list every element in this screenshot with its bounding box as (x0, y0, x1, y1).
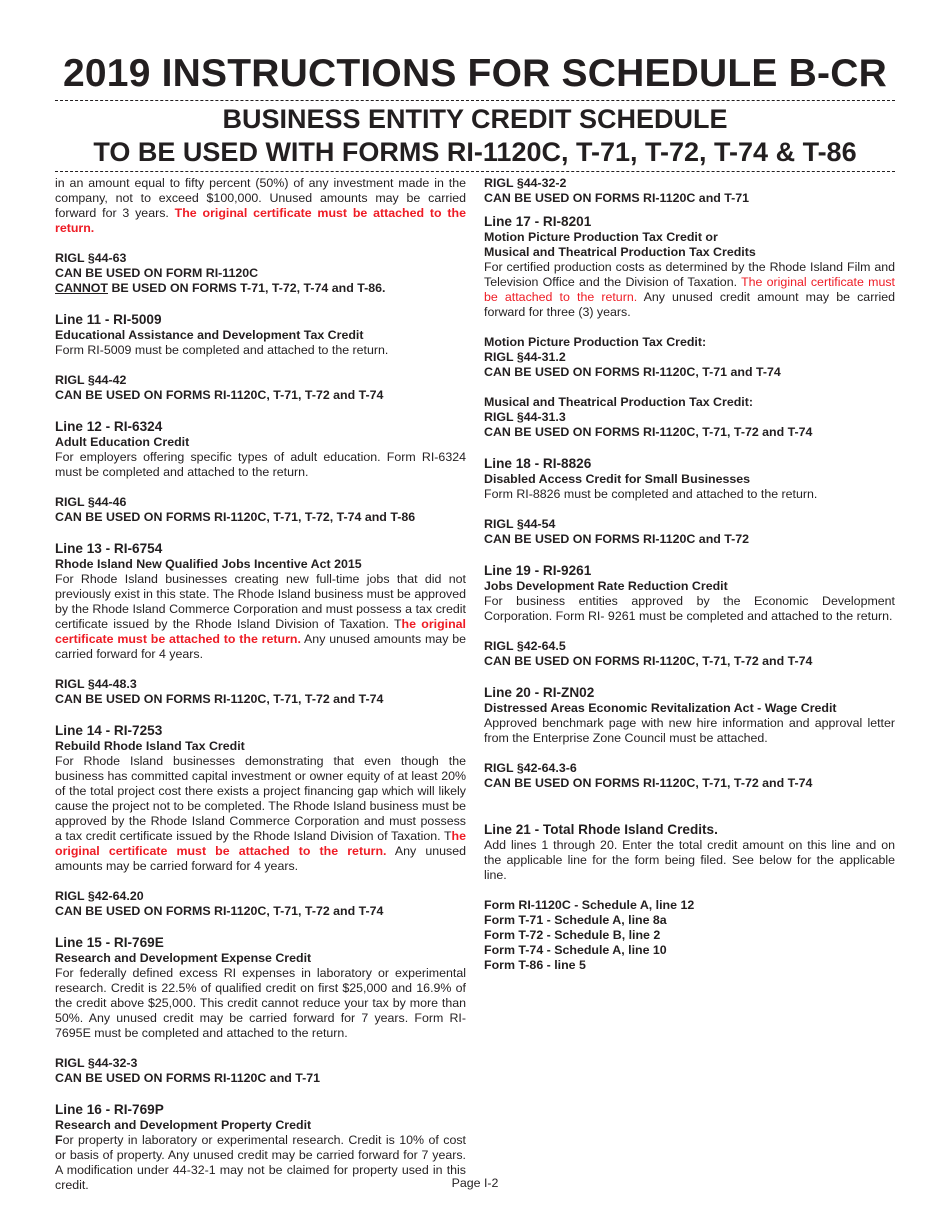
line-19-text: For business entities approved by the Economic Development Corporation. Form RI- 9261 must be completed and attached to the return. (484, 594, 895, 623)
line-12-subheading: Adult Education Credit (55, 435, 190, 449)
line-17-text (484, 260, 895, 320)
line-11-subheading: Educational Assistance and Development Tax Credit (55, 328, 364, 342)
line-14-use: CAN BE USED ON FORMS RI-1120C, T-71, T-72 and T-74 (55, 904, 384, 918)
cannot-word: CANNOT (55, 281, 108, 295)
motion-picture-use: CAN BE USED ON FORMS RI-1120C, T-71 and T-74 (484, 365, 781, 379)
line-11-heading: Line 11 - RI-5009 (55, 312, 162, 327)
line-15-rigl: RIGL §44-32-3 (55, 1056, 138, 1070)
form-line-ri-1120c: Form RI-1120C - Schedule A, line 12 (484, 898, 695, 912)
intro-red-note: The original certificate must be attached to the return. (55, 206, 466, 235)
left-column (55, 176, 466, 1193)
motion-picture-rigl: RIGL §44-31.2 (484, 350, 566, 364)
line-19-heading: Line 19 - RI-9261 (484, 563, 592, 578)
line-13-body: For Rhode Island businesses creating new full-time jobs that did not previously exist in this state. The Rhode Island business must be approved by the Rhode Island Commerce Corporation and must possess a tax credit certificate issued by the Rhode Island Division of Taxation. T (55, 572, 466, 631)
line-17-red-note: The original certificate must be attached to the return. (484, 275, 895, 304)
rigl-44-63-cannot (55, 281, 466, 296)
page-subtitle (0, 103, 950, 169)
subtitle-line-2: TO BE USED WITH FORMS RI-1120C, T-71, T-72, T-74 & T-86 (93, 137, 857, 167)
cannot-rest: BE USED ON FORMS T-71, T-72, T-74 and T-86. (108, 281, 386, 295)
line-12-rigl: RIGL §44-46 (55, 495, 127, 509)
rigl-44-32-2-use: CAN BE USED ON FORMS RI-1120C and T-71 (484, 191, 750, 205)
line-13-body-2: Any unused amounts may be carried forward for 4 years. (55, 632, 466, 661)
line-15-use: CAN BE USED ON FORMS RI-1120C and T-71 (55, 1071, 321, 1085)
line-11-rigl: RIGL §44-42 (55, 373, 127, 387)
subtitle-divider (55, 171, 895, 172)
line-16-first-letter: F (55, 1133, 63, 1147)
subtitle-line-1: BUSINESS ENTITY CREDIT SCHEDULE (222, 104, 728, 134)
page-number: Page I-2 (451, 1176, 499, 1190)
line-12-use: CAN BE USED ON FORMS RI-1120C, T-71, T-72, T-74 and T-86 (55, 510, 416, 524)
title-divider (55, 100, 895, 101)
line-15-heading: Line 15 - RI-769E (55, 935, 164, 950)
line-11-use: CAN BE USED ON FORMS RI-1120C, T-71, T-72 and T-74 (55, 388, 384, 402)
line-13-subheading: Rhode Island New Qualified Jobs Incentive Act 2015 (55, 557, 362, 571)
line-14-rigl: RIGL §42-64.20 (55, 889, 144, 903)
line-16-body: or property in laboratory or experimental research. Credit is 10% of cost or basis of property. Any unused credit may be carried forward for 7 years. A modification under 44-32-1 may not be claimed for property used in this credit. (55, 1133, 466, 1192)
line-20-rigl: RIGL §42-64.3-6 (484, 761, 577, 775)
line-15-text: For federally defined excess RI expenses in laboratory or experimental research. Credit is 22.5% of qualified credit on first $25,000 and 16.9% of the credit above $25,000. This credit cannot reduce your tax by more than 50%. Any unused credit may be carried forward for 7 years. Form RI-7695E must be completed and attached to the return. (55, 966, 466, 1040)
form-line-t-72: Form T-72 - Schedule B, line 2 (484, 928, 661, 942)
line-13-use: CAN BE USED ON FORMS RI-1120C, T-71, T-72 and T-74 (55, 692, 384, 706)
line-14-heading: Line 14 - RI-7253 (55, 723, 163, 738)
line-17-subheading-1: Motion Picture Production Tax Credit or (484, 230, 718, 244)
line-20-heading: Line 20 - RI-ZN02 (484, 685, 595, 700)
motion-picture-heading: Motion Picture Production Tax Credit: (484, 335, 707, 349)
line-14-text (55, 754, 466, 874)
musical-theatrical-heading: Musical and Theatrical Production Tax Credit: (484, 395, 753, 409)
rigl-44-32-2: RIGL §44-32-2 (484, 176, 567, 190)
line-20-use: CAN BE USED ON FORMS RI-1120C, T-71, T-72 and T-74 (484, 776, 813, 790)
rigl-44-63: RIGL §44-63 (55, 251, 127, 265)
musical-theatrical-rigl: RIGL §44-31.3 (484, 410, 566, 424)
page-title: 2019 INSTRUCTIONS FOR SCHEDULE B-CR (63, 52, 887, 95)
form-line-t-74: Form T-74 - Schedule A, line 10 (484, 943, 667, 957)
line-14-subheading: Rebuild Rhode Island Tax Credit (55, 739, 245, 753)
line-17-heading: Line 17 - RI-8201 (484, 214, 592, 229)
line-14-body: For Rhode Island businesses demonstrating that even though the business has committed capital investment or owner equity of at least 20% of the total project cost there exists a project financing gap which will likely cause the project not to be completed. The Rhode Island business must be approved by the Rhode Island Commerce Corporation and must possess a tax credit certificate issued by the Rhode Island Division of Taxation. T (55, 754, 466, 843)
musical-theatrical-use: CAN BE USED ON FORMS RI-1120C, T-71, T-72 and T-74 (484, 425, 813, 439)
line-21-heading: Line 21 - Total Rhode Island Credits. (484, 822, 718, 837)
line-13-red-note: he original certificate must be attached to the return. (55, 617, 467, 646)
right-column (484, 176, 895, 973)
line-18-rigl: RIGL §44-54 (484, 517, 556, 531)
line-12-text: For employers offering specific types of adult education. Form RI-6324 must be completed and attached to the return. (55, 450, 466, 479)
intro-text: in an amount equal to fifty percent (50%) of any investment made in the company, not to exceed $100,000. Unused amounts may be carried forward for 3 years. (55, 176, 466, 220)
intro-paragraph (55, 176, 466, 236)
line-15-subheading: Research and Development Expense Credit (55, 951, 312, 965)
line-18-subheading: Disabled Access Credit for Small Businesses (484, 472, 751, 486)
line-16-heading: Line 16 - RI-769P (55, 1102, 164, 1117)
line-20-subheading: Distressed Areas Economic Revitalization Act - Wage Credit (484, 701, 837, 715)
line-17-subheading-2: Musical and Theatrical Production Tax Credits (484, 245, 756, 259)
line-19-subheading: Jobs Development Rate Reduction Credit (484, 579, 728, 593)
form-line-t-86: Form T-86 - line 5 (484, 958, 586, 972)
line-17-body-2: Any unused credit amount may be carried forward for three (3) years. (484, 290, 895, 319)
line-16-subheading: Research and Development Property Credit (55, 1118, 312, 1132)
form-line-t-71: Form T-71 - Schedule A, line 8a (484, 913, 667, 927)
line-11-text: Form RI-5009 must be completed and attached to the return. (55, 343, 389, 357)
line-18-heading: Line 18 - RI-8826 (484, 456, 592, 471)
line-17-body: For certified production costs as determined by the Rhode Island Film and Television Office and the Division of Taxation. (484, 260, 895, 289)
line-14-body-2: Any unused amounts may be carried forward for 4 years. (55, 844, 466, 873)
line-13-text (55, 572, 466, 662)
line-18-text: Form RI-8826 must be completed and attached to the return. (484, 487, 818, 501)
line-13-rigl: RIGL §44-48.3 (55, 677, 137, 691)
line-21-text: Add lines 1 through 20. Enter the total credit amount on this line and on the applicable line for the form being filed. See below for the applicable line. (484, 838, 895, 882)
line-18-use: CAN BE USED ON FORMS RI-1120C and T-72 (484, 532, 750, 546)
line-19-use: CAN BE USED ON FORMS RI-1120C, T-71, T-72 and T-74 (484, 654, 813, 668)
line-19-rigl: RIGL §42-64.5 (484, 639, 566, 653)
rigl-44-63-use: CAN BE USED ON FORM RI-1120C (55, 266, 259, 280)
line-20-text: Approved benchmark page with new hire information and approval letter from the Enterprise Zone Council must be attached. (484, 716, 895, 745)
line-14-red-note: he original certificate must be attached to the return. (55, 829, 466, 858)
line-12-heading: Line 12 - RI-6324 (55, 419, 163, 434)
line-13-heading: Line 13 - RI-6754 (55, 541, 163, 556)
